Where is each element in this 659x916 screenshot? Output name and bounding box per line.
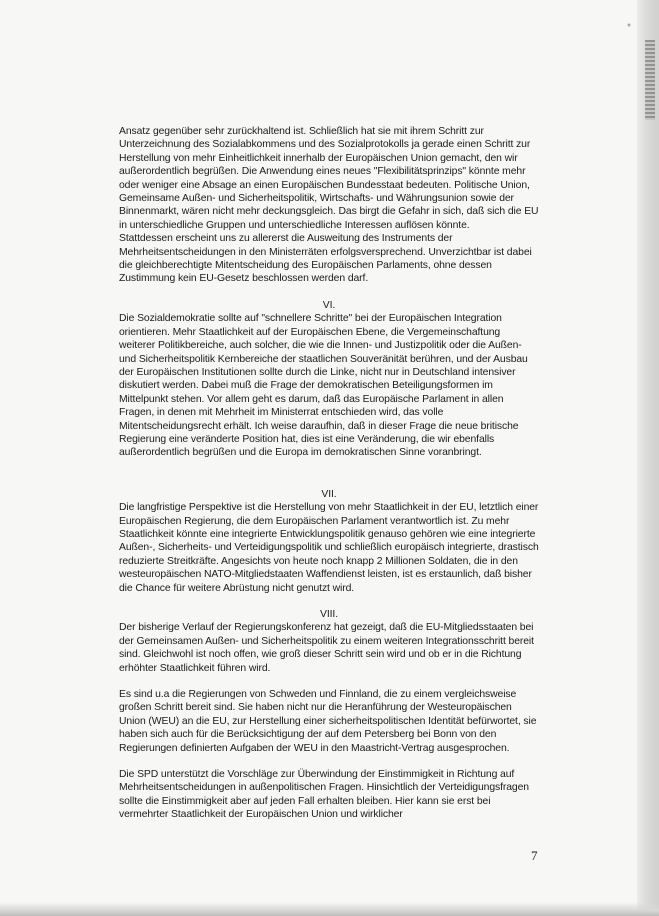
page-number: 7: [531, 848, 538, 863]
paragraph-6: Es sind u.a die Regierungen von Schweden und Finnland, die zu einem vergleichsweise großen Schritt bereit sind. Sie haben nicht nur die Heranführung der Westeuropäischen Union (WEU) an die EU, zur Herstellung einer sicherheitspolitischen Identität befürwortet, sie haben sich auch für die Berücksichtigung der auf dem Petersberg bei Bonn von den Regierungen definierten Aufgaben der WEU in den Maastricht-Vertrag ausgesprochen.: [119, 689, 537, 754]
document-body: [119, 125, 539, 822]
paragraph-5: Der bisherige Verlauf der Regierungskonferenz hat gezeigt, daß die EU-Mitgliedsstaaten bei der Gemeinsamen Außen- und Sicherheitspolitik zu einem weiteren Integrationsschritt bereit sind. Gleichwohl ist noch offen, wie groß dieser Schritt sein wird und ob er in die Richtung erhöhter Staatlichkeit führen wird.: [119, 622, 534, 674]
section-heading-viii: VIII.: [320, 609, 338, 620]
paragraph-7: Die SPD unterstützt die Vorschläge zur Überwindung der Einstimmigkeit in Richtung auf Mehrheitsentscheidungen in außenpolitischen Fragen. Hinsichtlich der Verteidigungsfragen sollte die Einstimmigkeit aber auf jeden Fall erhalten bleiben. Hier kann sie erst bei vermehrter Staatlichkeit der Europäischen Union und wirklicher: [119, 769, 529, 821]
paragraph-3: Die Sozialdemokratie sollte auf "schnellere Schritte" bei der Europäischen Integration orientieren. Mehr Staatlichkeit auf der Europäischen Ebene, die Vergemeinschaftung weiterer Politikbereiche, auch solcher, die wie die Innen- und Justizpolitik oder die Außen- und Sicherheitspolitik Kernbereiche der staatlichen Souveränität berühren, und der Ausbau der Europäischen Institutionen sollte durch die Linke, nicht nur in Deutschland intensiver diskutiert werden. Dabei muß die Frage der demokratischen Beteiligungsformen im Mittelpunkt stehen. Vor allem geht es darum, daß das Europäische Parlament in allen Fragen, in denen mit Mehrheit im Ministerrat entschieden wird, das volle Mitentscheidungsrecht erhält. Ich weise daraufhin, daß in dieser Frage die neue britische Regierung eine veränderte Position hat, dies ist eine Veränderung, die wir ebenfalls außerordentlich begrüßen und die Europa im demokratischen Sinne voranbringt.: [119, 313, 528, 459]
section-heading-vi: VI.: [322, 299, 336, 311]
page-bottom-edge: [0, 902, 659, 916]
section-heading-vii: VII.: [321, 488, 337, 500]
scan-artifact-bar: [645, 40, 655, 120]
page-edge-shadow: [637, 0, 659, 916]
paragraph-1: Ansatz gegenüber sehr zurückhaltend ist. Schließlich hat sie mit ihrem Schritt zur Unterzeichnung des Sozialabkommens und des Sozialprotokolls ja gerade einen Schritt zur Herstellung von mehr Einheitlichkeit innerhalb der Europäischen Union gemacht, den wir außerordentlich begrüßen. Die Anwendung eines neues "Flexibilitätsprinzips" könnte mehr oder weniger eine Absage an einen Europäischen Bundesstaat bedeuten. Politische Union, Gemeinsame Außen- und Sicherheitspolitik, Wirtschafts- und Währungsunion sowie der Binnenmarkt, wären nicht mehr deckungsgleich. Das birgt die Gefahr in sich, daß sich die EU in unterschiedliche Gruppen und unterschiedliche Interessen auflösen könnte.: [119, 126, 539, 231]
paragraph-2: Stattdessen erscheint uns zu allererst die Ausweitung des Instruments der Mehrheitsentscheidungen in den Ministerräten erfolgsversprechend. Unverzichtbar ist dabei die gleichberechtigte Mitentscheidung des Europäischen Parlaments, ohne dessen Zustimmung kein EU-Gesetz beschlossen werden darf.: [119, 233, 532, 285]
paragraph-4: Die langfristige Perspektive ist die Herstellung von mehr Staatlichkeit in der EU, letztlich einer Europäischen Regierung, die dem Europäischen Parlament verantwortlich ist. Zu mehr Staatlichkeit könnte eine integrierte Entwicklungspolitik genauso gehören wie eine integrierte Außen-, Sicherheits- und Verteidigungspolitik und schließlich europäisch integrierte, drastisch reduzierte Streitkräfte. Angesichts von heute noch knapp 2 Millionen Soldaten, die in den westeuropäischen NATO-Mitgliedstaaten Waffendienst leisten, ist es erstaunlich, daß bisher die Chance für weitere Abrüstung nicht genutzt wird.: [119, 502, 539, 594]
